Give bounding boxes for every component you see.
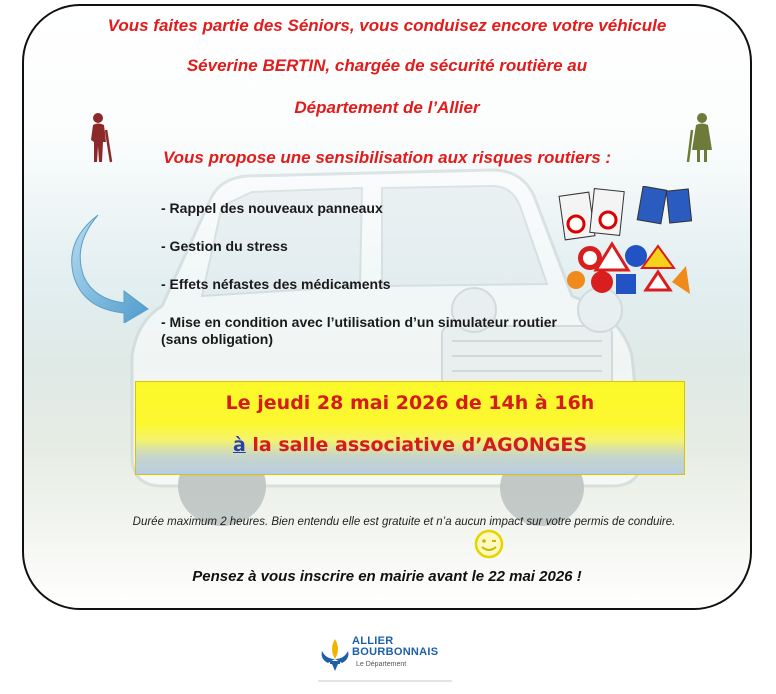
curved-arrow-icon: [70, 211, 150, 323]
allier-logo: [318, 633, 458, 683]
event-location: [136, 434, 684, 456]
registration-reminder: Pensez à vous inscrire en mairie avant le 22 mai 2026 !: [192, 568, 582, 585]
topic-item: - Mise en condition avec l’utilisation d’un simulateur routier (sans obligation): [161, 314, 557, 347]
event-date: Le jeudi 28 mai 2026 de 14h à 16h: [225, 392, 595, 414]
elderly-woman-icon: [684, 112, 718, 164]
allier-logo-icon: [318, 637, 352, 673]
elderly-man-icon: [84, 112, 118, 164]
location-name: la salle associative d’AGONGES: [245, 434, 588, 456]
topic-item: - Gestion du stress: [161, 238, 288, 254]
flyer-card: [22, 4, 752, 610]
event-date-box: [135, 381, 685, 475]
headline-seniors: Vous faites partie des Séniors, vous conduisez encore votre véhicule: [107, 16, 667, 35]
logo-underline: [318, 680, 452, 682]
location-prefix[interactable]: à: [232, 434, 246, 456]
logo-departement: Le Département: [356, 661, 407, 668]
headline-organizer: Séverine BERTIN, chargée de sécurité routière au: [186, 56, 588, 75]
road-signs-icon: [542, 186, 702, 304]
headline-department: Département de l’Allier: [294, 98, 480, 117]
smiley-icon: [473, 528, 505, 560]
logo-allier: ALLIER: [352, 635, 394, 647]
duration-note: Durée maximum 2 heures. Bien entendu elle est gratuite et n’a aucun impact sur votre permis de conduire.: [132, 516, 676, 528]
logo-bourbonnais: BOURBONNAIS: [352, 646, 439, 658]
topics-list: [161, 200, 581, 369]
topic-item: - Effets néfastes des médicaments: [161, 276, 391, 292]
headline-proposal: Vous propose une sensibilisation aux risques routiers :: [162, 148, 612, 167]
topic-item: - Rappel des nouveaux panneaux: [161, 200, 383, 216]
